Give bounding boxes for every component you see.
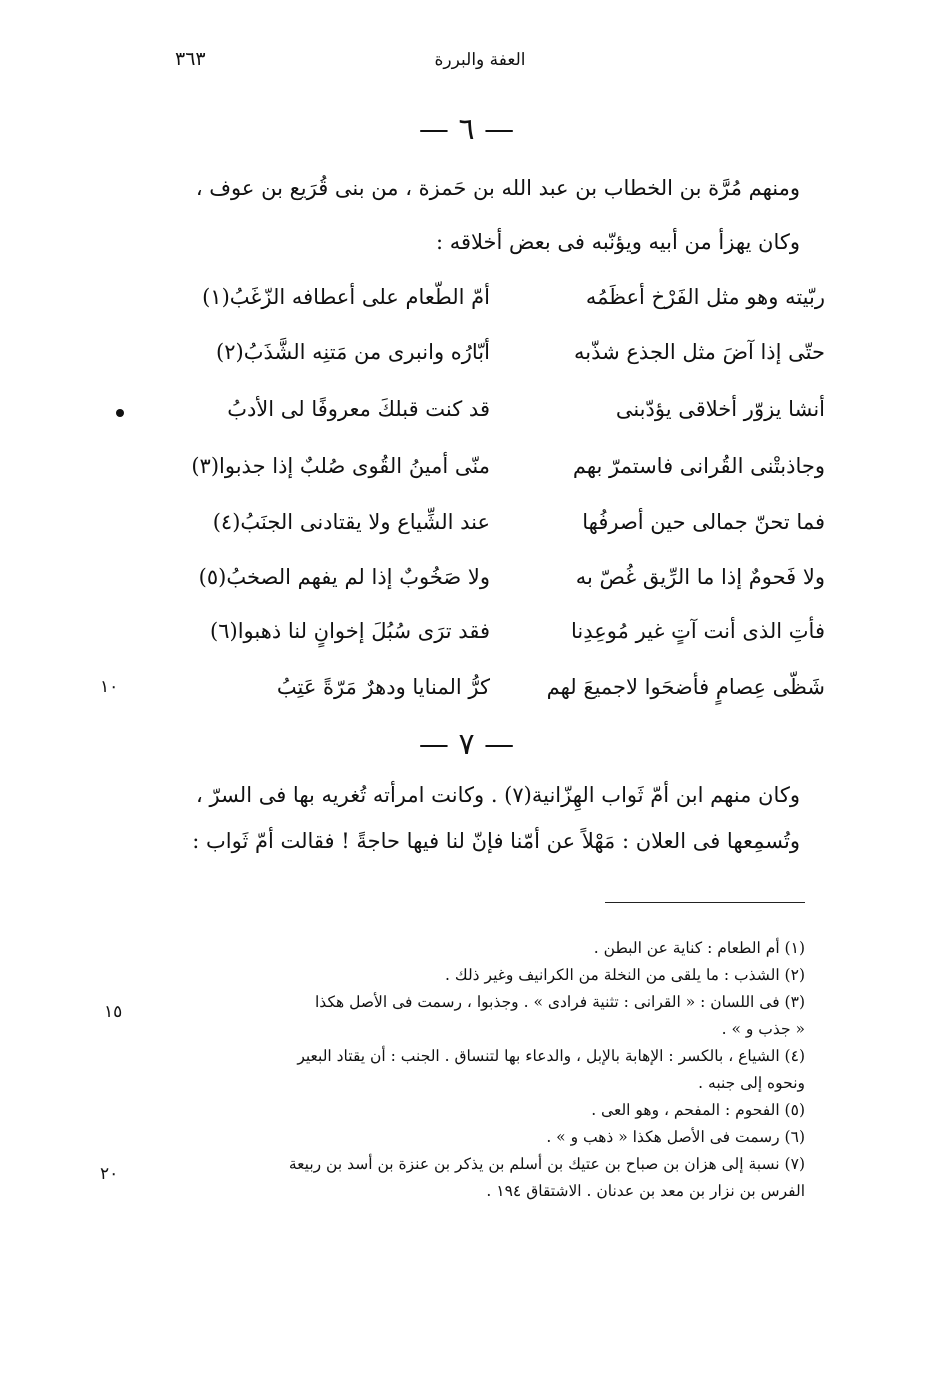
verse-second-hemistich: منّى أمينُ القُوى صُلبٌ إذا جذبوا(٣): [191, 454, 490, 478]
footnote: (١) أم الطعام : كناية عن البطن .: [593, 939, 805, 957]
line-number-20: ٢٠: [100, 1164, 119, 1184]
verse-first-hemistich: فما تحنّ جمالى حين أصرفُها: [582, 510, 825, 534]
line-number-15: ١٥: [104, 1002, 123, 1022]
footnote: (٧) نسبة إلى هزان بن صباح بن عتيك بن أسلم بن يذكر بن عنزة بن أسد بن ربيعة: [288, 1155, 805, 1173]
section-number-6: — ٦ —: [418, 112, 515, 147]
verse-line-4: [160, 444, 825, 488]
footnote: (٤) الشياع ، بالكسر : الإهابة بالإبل ، والدعاء بها لتنساق . الجنب : أن يقتاد البعير: [297, 1047, 805, 1065]
verse-first-hemistich: حتّى إذا آضَ مثل الجذع شذّبه: [574, 340, 825, 364]
section-number-7: — ٧ —: [418, 727, 515, 762]
page-number: ٣٦٣: [175, 48, 206, 70]
verse-second-hemistich: أبّارُه وانبرى من مَتنِه الشَّذَبُ(٢): [216, 340, 490, 364]
verse-line-7: [160, 609, 825, 653]
verse-second-hemistich: أمّ الطّعام على أعطافه الزّغَبُ(١): [202, 285, 490, 309]
footnote-continuation: ونحوه إلى جنبه .: [698, 1074, 805, 1092]
intro-line: ومنهم مُرَّة بن الخطاب بن عبد الله بن حَمزة ، من بنى قُرَيع بن عوف ،: [195, 176, 800, 200]
verse-first-hemistich: ربّيته وهو مثل الفَرْخ أعظَمُه: [585, 285, 825, 309]
line-number-10: ١٠: [100, 677, 119, 697]
verse-line-6: [160, 555, 825, 599]
verse-second-hemistich: كرُّ المنايا ودهرٌ مَرّةً عَتِبُ: [276, 675, 490, 699]
footnote: (٥) الفحوم : المفحم ، وهو العى .: [591, 1101, 805, 1119]
section-6-intro: [160, 172, 800, 258]
verse-second-hemistich: ولا صَخُوبٌ إذا لم يفهم الصخبُ(٥): [198, 565, 490, 589]
footnote-continuation: « جذب و » .: [721, 1020, 805, 1038]
verse-second-hemistich: قد كنت قبلكَ معروفًا لى الأدبُ: [227, 397, 490, 421]
margin-bullet: [116, 409, 124, 417]
footnote: (٦) رسمت فى الأصل هكذا « ذهب و » .: [546, 1128, 805, 1146]
section-7-intro: [160, 779, 800, 857]
verse-first-hemistich: شَظّى عِصامٍ فأضحَوا لاجميعَ لهم: [546, 675, 825, 699]
verse-line-3: [160, 387, 825, 431]
intro-line: وتُسمِعها فى العلان : مَهْلاً عن أمّنا فإنّ لنا فيها حاجةً ! فقالت أمّ ثَواب :: [192, 829, 800, 853]
footnote: (٢) الشذب : ما يلقى من النخلة من الكرانيف وغير ذلك .: [445, 966, 805, 984]
intro-line: وكان منهم ابن أمّ ثَواب الهِزّانية(٧) . وكانت امرأته تُغريه بها فى السرّ ،: [196, 783, 800, 807]
footnote: (٣) فى اللسان : « القرانى : تثنية فرادى » . وجذبوا ، رسمت فى الأصل هكذا: [315, 993, 805, 1011]
verse-first-hemistich: فأتِ الذى أنت آتٍ غير مُوعِدِنا: [571, 619, 825, 643]
verse-second-hemistich: عند الشِّياع ولا يقتادنى الجنَبُ(٤): [212, 510, 490, 534]
footnote-divider: [605, 902, 805, 903]
verse-first-hemistich: أنشا يزوّر أخلاقى يؤدّبنى: [615, 397, 825, 421]
verse-first-hemistich: وجاذبتْنى القُرانى فاستمرّ بهم: [572, 454, 825, 478]
footnotes: [155, 935, 805, 1205]
verse-line-5: [160, 500, 825, 544]
verse-second-hemistich: فقد ترَى سُبُلَ إخوانٍ لنا ذهبوا(٦): [210, 619, 490, 643]
intro-line: وكان يهزأ من أبيه ويؤنّبه فى بعض أخلاقه :: [435, 230, 800, 254]
verse-first-hemistich: ولا فَحومٌ إذا ما الرِّيق غُصّ به: [575, 565, 825, 589]
verse-line-2: [160, 330, 825, 374]
verse-line-8: [160, 665, 825, 709]
footnote-continuation: الفرس بن نزار بن معد بن عدنان . الاشتقاق ١٩٤ .: [486, 1182, 805, 1200]
verse-line-1: [160, 275, 825, 319]
running-title: العفة والبررة: [434, 50, 526, 70]
